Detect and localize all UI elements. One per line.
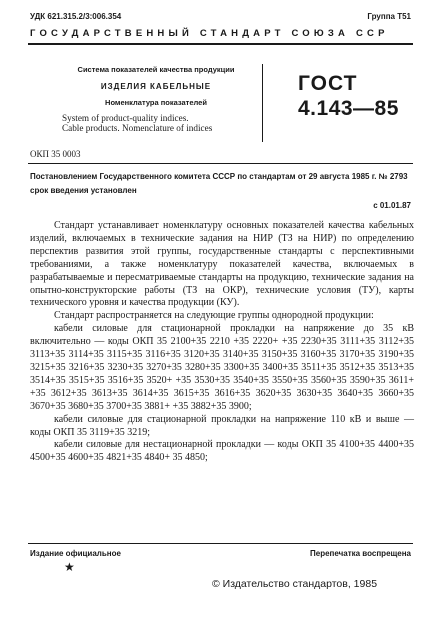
gost-number: 4.143—85 <box>298 97 399 120</box>
header-divider <box>28 43 413 45</box>
paragraph-applies: Стандарт распространяется на следующие группы однородной продукции: <box>54 310 374 322</box>
okp-code: ОКП 35 0003 <box>30 149 81 159</box>
english-title-line2: Cable products. Nomenclature of indices <box>62 123 213 133</box>
decree-text: Постановлением Государственного комитета СССР по стандартам от 29 августа 1985 г. № 2793 срок введения установлен <box>30 172 408 195</box>
title-divider <box>262 64 264 142</box>
copyright-notice: © Издательство стандартов, 1985 <box>212 578 378 590</box>
okp-divider <box>28 163 413 164</box>
state-standard-title: ГОСУДАРСТВЕННЫЙ СТАНДАРТ СОЮЗА ССР <box>30 28 389 39</box>
star-icon: ★ <box>64 560 75 574</box>
standard-body <box>30 220 414 465</box>
gost-label: ГОСТ <box>298 72 358 95</box>
paragraph-cables-110kv: кабели силовые для стационарной прокладки на напряжение 110 кВ и выше — коды ОКП 35 3119+35 3219; <box>30 413 414 438</box>
paragraph-scope: Стандарт устанавливает номенклатуру основных показателей качества кабельных изделий, включаемых в технические задания на НИР (ТЗ на НИР) по определению перспектив развития этой группы, государственные стандарты с перспективными требованиями, а также номенклатуру показателей качества, включаемых в разрабатываемые и пересматриваемые стандарты на продукцию, технические задания на опытно-конструкторские работы (ТЗ на ОКР), технические условия (ТУ), карты технического уровня и качества продукции (КУ). <box>30 220 414 309</box>
paragraph-cables-mobile: кабели силовые для нестационарной прокладки — коды ОКП 35 4100+35 4400+35 4500+35 4600+35 4821+35 4840+ 35 4850; <box>30 439 414 464</box>
footer-divider <box>28 543 413 544</box>
official-edition-label: Издание официальное <box>30 549 121 558</box>
system-title: Система показателей качества продукции <box>77 65 235 74</box>
udk-code: УДК 621.315.2/3:006.354 <box>30 12 122 21</box>
product-title: ИЗДЕЛИЯ КАБЕЛЬНЫЕ <box>100 82 212 91</box>
reprint-prohibited-label: Перепечатка воспрещена <box>310 549 411 558</box>
paragraph-cables-35kv: кабели силовые для стационарной прокладки на напряжение до 35 кВ включительно — коды ОКП 35 2100+35 2210 +35 2220+ +35 2230+35 3111+35 3112+35 3113+35 3114+35 3115+35 3116+35 3120+35 3140+35 3150+35 3160+35 3170+35 3190+35 3215+35 3216+35 3230+35 3270+35 3280+35 3300+35 3400+35 3511+35 3512+35 3513+35 3514+35 3515+35 3516+35 3520+ +35 3530+35 3540+35 3550+35 3560+35 3590+35 3611+ +35 3612+35 3613+35 3614+35 3615+35 3616+35 3620+35 3630+35 3640+35 3660+35 3670+35 3680+35 3700+35 3881+ +35 3882+35 3900; <box>30 323 414 412</box>
english-title-line1: System of product-quality indices. <box>62 113 189 123</box>
nomenclature-title: Номенклатура показателей <box>105 98 207 107</box>
effective-date: с 01.01.87 <box>373 201 411 210</box>
group-code: Группа Т51 <box>367 12 411 21</box>
